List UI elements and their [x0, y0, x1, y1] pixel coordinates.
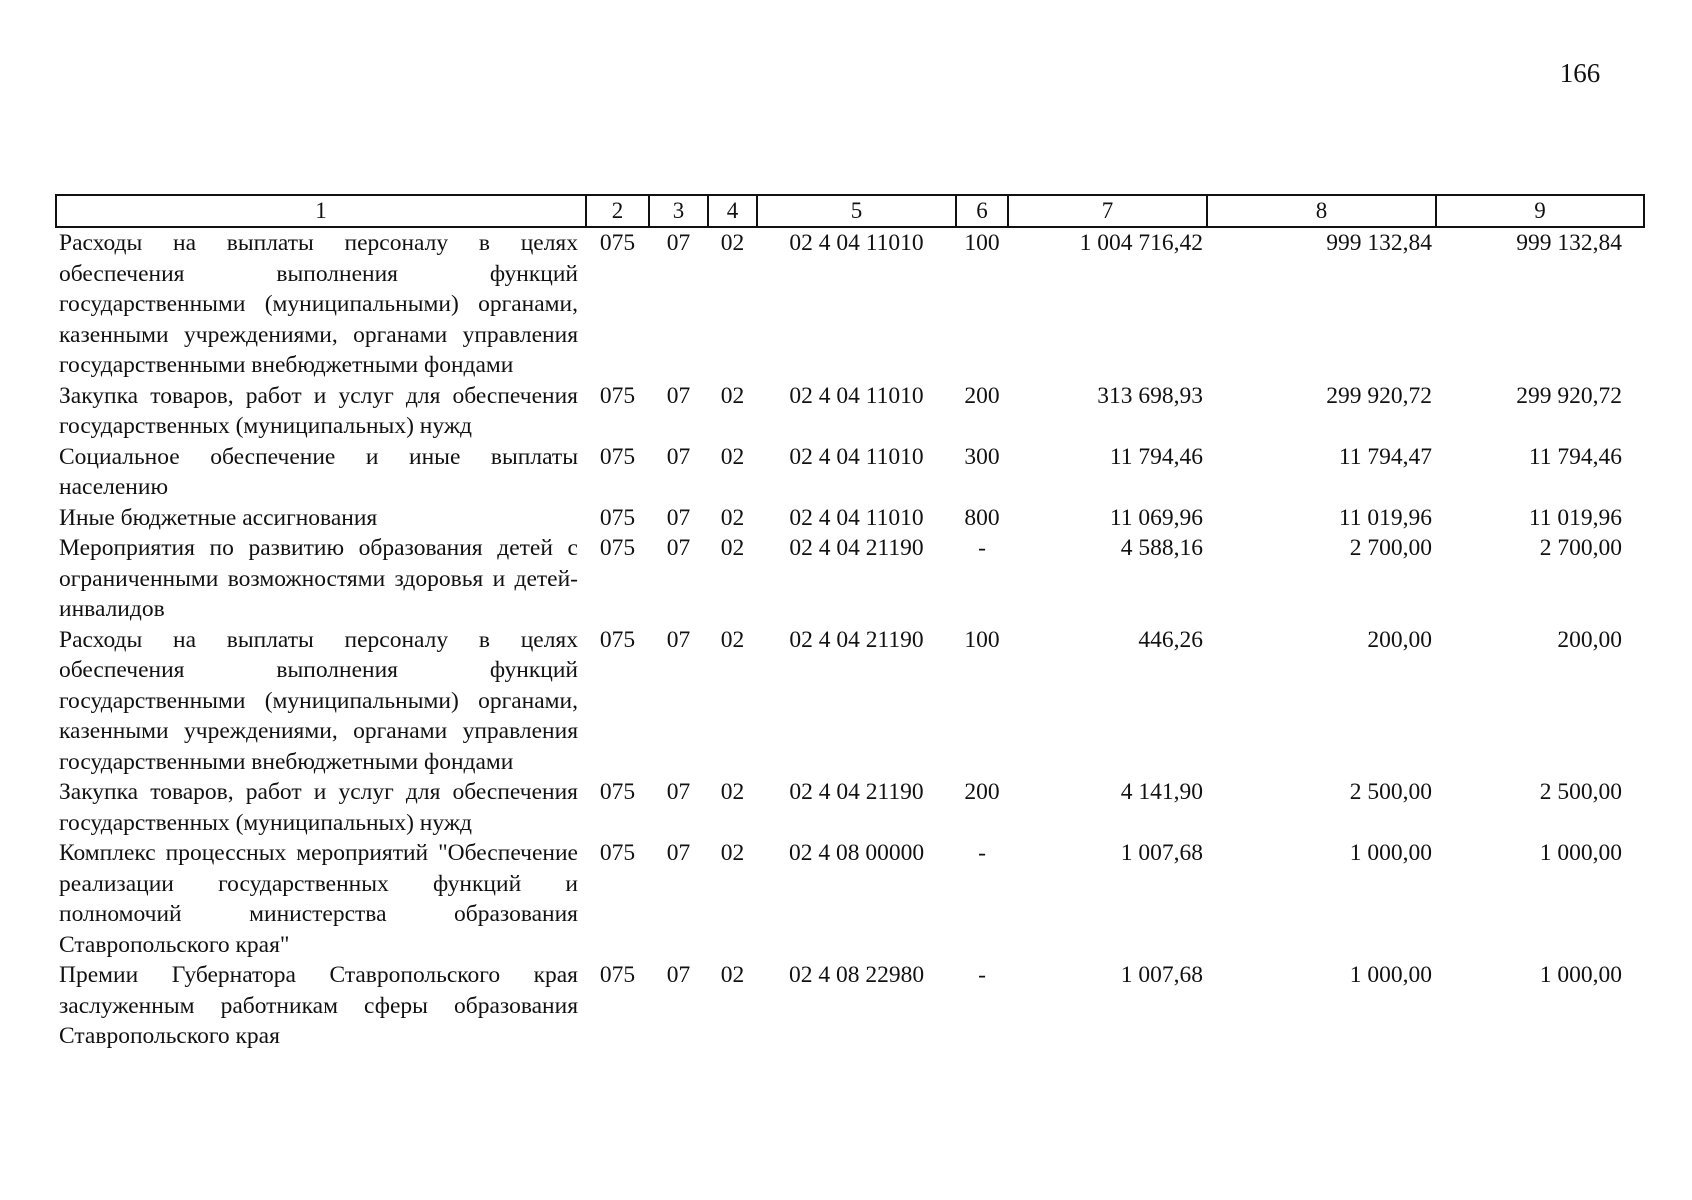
row-section-code: 07 — [666, 230, 691, 256]
row-ministry-code: 075 — [599, 504, 636, 531]
row-subsection-code: 02 — [720, 840, 745, 866]
row-amount-2: 200,00 — [1367, 626, 1432, 653]
row-amount-1: 4 141,90 — [1120, 779, 1203, 805]
row-name: Мероприятия по развитию образования детей с ограниченными возможностями здоровья и детей-инвалидов — [59, 535, 578, 622]
row-target-code: 02 4 04 21190 — [789, 535, 924, 561]
row-amount-1: 313 698,93 — [1097, 382, 1203, 409]
row-expense-type: 200 — [964, 779, 1000, 805]
row-section-code: 07 — [666, 840, 691, 866]
page-number: 166 — [1559, 58, 1601, 88]
row-expense-type: 100 — [964, 230, 1000, 256]
row-amount-3: 200,00 — [1557, 626, 1622, 653]
row-amount-1: 4 588,16 — [1120, 535, 1203, 561]
row-amount-2: 1 000,00 — [1349, 840, 1432, 866]
row-subsection-code: 02 — [720, 382, 745, 409]
row-ministry-code: 075 — [599, 443, 636, 470]
row-ministry-code: 075 — [599, 230, 636, 256]
row-expense-type: - — [978, 962, 986, 988]
row-target-code: 02 4 04 11010 — [789, 443, 924, 470]
row-ministry-code: 075 — [599, 840, 636, 866]
row-amount-1: 1 004 716,42 — [1079, 230, 1203, 256]
row-name: Закупка товаров, работ и услуг для обеспечения государственных (муниципальных) нужд — [59, 779, 578, 836]
row-subsection-code: 02 — [720, 443, 745, 470]
header-col-2: 2 — [586, 195, 649, 227]
row-expense-type: - — [978, 535, 986, 561]
row-ministry-code: 075 — [599, 962, 636, 988]
row-ministry-code: 075 — [599, 779, 636, 805]
header-col-7: 7 — [1008, 195, 1207, 227]
table-row — [56, 227, 1644, 381]
row-expense-type: 200 — [964, 382, 1000, 409]
row-ministry-code: 075 — [599, 535, 636, 561]
header-col-5: 5 — [757, 195, 956, 227]
row-target-code: 02 4 04 21190 — [789, 779, 924, 805]
row-amount-1: 1 007,68 — [1120, 840, 1203, 866]
row-section-code: 07 — [666, 504, 691, 531]
row-name: Расходы на выплаты персоналу в целях обеспечения выполнения функций государственными (муниципальными) органами, казенными учреждениями, органами управления государственными внебюджетными фондами — [59, 626, 578, 775]
row-name: Премии Губернатора Ставропольского края заслуженным работникам сферы образования Ставропольского края — [59, 962, 578, 1049]
row-amount-1: 11 069,96 — [1109, 504, 1203, 531]
table-row — [56, 503, 1644, 534]
header-col-9: 9 — [1436, 195, 1644, 227]
row-amount-1: 1 007,68 — [1120, 962, 1203, 988]
row-amount-2: 999 132,84 — [1326, 230, 1432, 256]
row-amount-3: 299 920,72 — [1516, 382, 1622, 409]
table-body — [56, 227, 1644, 1052]
row-amount-2: 299 920,72 — [1326, 382, 1432, 409]
table-row — [56, 838, 1644, 960]
row-subsection-code: 02 — [720, 962, 745, 988]
row-amount-3: 11 794,46 — [1528, 443, 1622, 470]
header-col-8: 8 — [1207, 195, 1436, 227]
table-row — [56, 442, 1644, 503]
header-row — [56, 195, 1644, 227]
row-target-code: 02 4 04 11010 — [789, 504, 924, 531]
row-target-code: 02 4 08 00000 — [788, 840, 925, 866]
row-subsection-code: 02 — [720, 626, 745, 653]
table-row — [56, 381, 1644, 442]
header-col-1: 1 — [56, 195, 586, 227]
row-name: Иные бюджетные ассигнования — [59, 504, 378, 531]
row-target-code: 02 4 04 21190 — [789, 626, 924, 653]
row-amount-2: 1 000,00 — [1349, 962, 1432, 988]
row-expense-type: - — [978, 840, 986, 866]
row-amount-2: 11 794,47 — [1338, 443, 1432, 470]
row-name: Социальное обеспечение и иные выплаты населению — [59, 443, 578, 500]
row-subsection-code: 02 — [720, 230, 745, 256]
row-name: Комплекс процессных мероприятий "Обеспечение реализации государственных функций и полномочий министерства образования Ставропольского края" — [59, 840, 578, 958]
table-row — [56, 960, 1644, 1052]
header-col-3: 3 — [649, 195, 708, 227]
row-amount-3: 2 700,00 — [1539, 535, 1622, 561]
table-header — [56, 195, 1644, 227]
table-row — [56, 625, 1644, 778]
row-name: Закупка товаров, работ и услуг для обеспечения государственных (муниципальных) нужд — [59, 382, 578, 439]
row-section-code: 07 — [666, 962, 691, 988]
row-section-code: 07 — [666, 382, 691, 409]
table-row — [56, 533, 1644, 625]
row-target-code: 02 4 08 22980 — [788, 962, 925, 988]
row-amount-1: 446,26 — [1138, 626, 1203, 653]
row-subsection-code: 02 — [720, 779, 745, 805]
header-col-4: 4 — [708, 195, 757, 227]
header-col-6: 6 — [956, 195, 1008, 227]
row-amount-3: 11 019,96 — [1528, 504, 1622, 531]
row-expense-type: 100 — [964, 626, 1000, 653]
row-amount-1: 11 794,46 — [1109, 443, 1203, 470]
row-amount-3: 999 132,84 — [1516, 230, 1622, 256]
row-ministry-code: 075 — [599, 626, 636, 653]
row-amount-2: 2 500,00 — [1349, 779, 1432, 805]
row-ministry-code: 075 — [599, 382, 636, 409]
row-target-code: 02 4 04 11010 — [789, 230, 924, 256]
row-subsection-code: 02 — [720, 504, 745, 531]
row-amount-2: 11 019,96 — [1338, 504, 1432, 531]
row-section-code: 07 — [666, 779, 691, 805]
row-section-code: 07 — [666, 626, 691, 653]
row-subsection-code: 02 — [720, 535, 745, 561]
row-section-code: 07 — [666, 535, 691, 561]
row-name: Расходы на выплаты персоналу в целях обеспечения выполнения функций государственными (муниципальными) органами, казенными учреждениями, органами управления государственными внебюджетными фондами — [59, 230, 578, 378]
row-amount-3: 1 000,00 — [1539, 962, 1622, 988]
row-amount-3: 2 500,00 — [1539, 779, 1622, 805]
row-target-code: 02 4 04 11010 — [789, 382, 924, 409]
table-row — [56, 777, 1644, 838]
budget-table — [55, 194, 1645, 1052]
row-section-code: 07 — [666, 443, 691, 470]
row-expense-type: 300 — [964, 443, 1000, 470]
row-amount-3: 1 000,00 — [1539, 840, 1622, 866]
row-expense-type: 800 — [964, 504, 1000, 531]
row-amount-2: 2 700,00 — [1349, 535, 1432, 561]
